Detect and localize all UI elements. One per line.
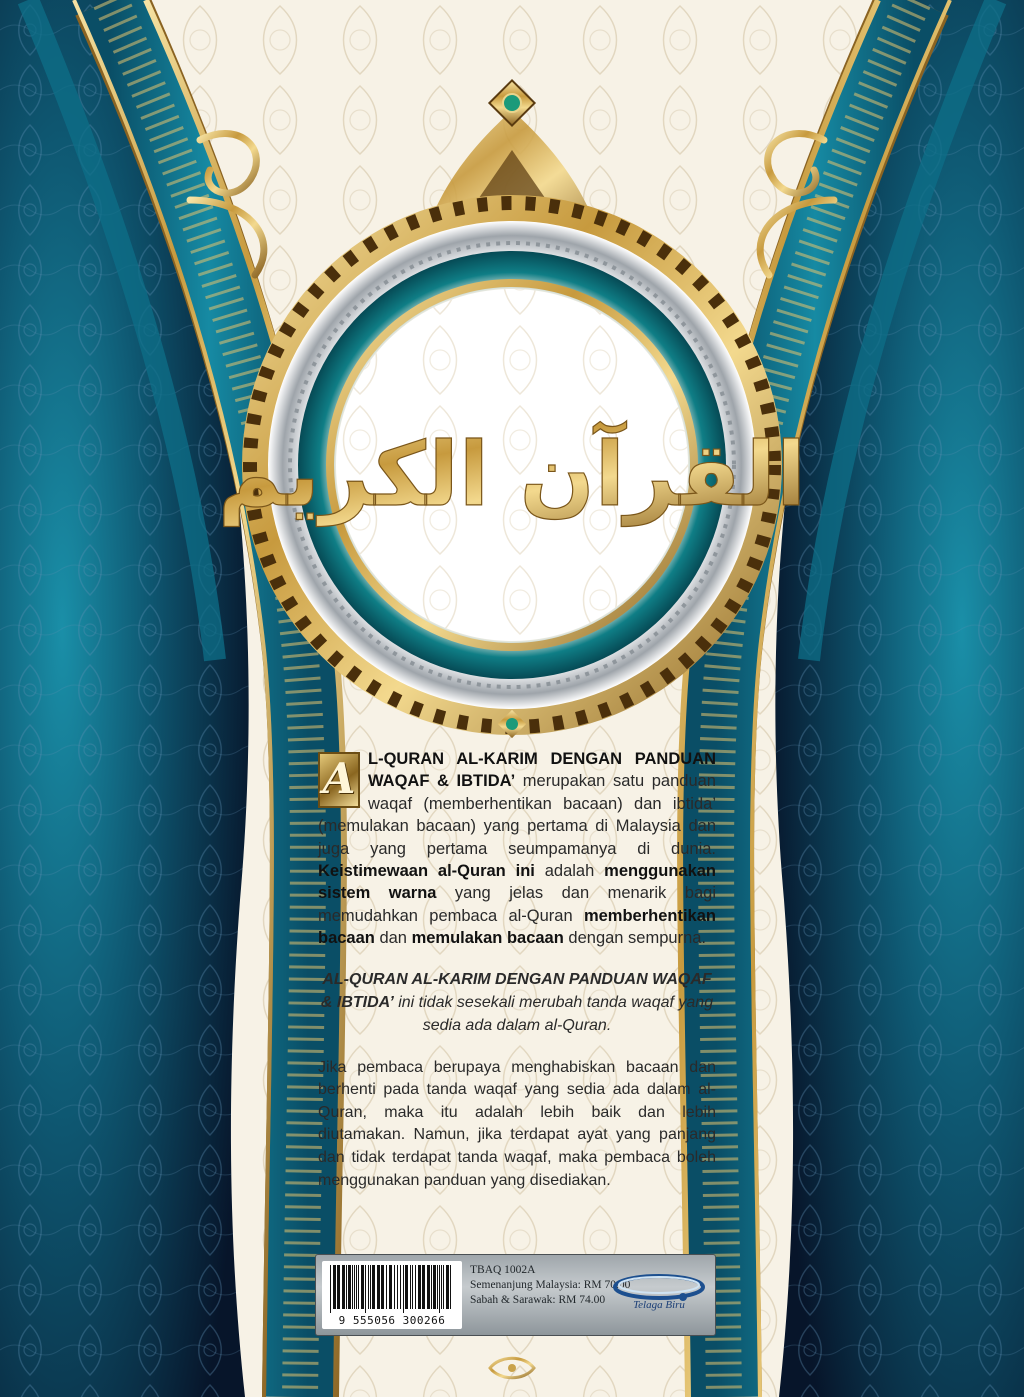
- barcode: [322, 1261, 462, 1329]
- publisher-swoosh-icon: [611, 1267, 707, 1301]
- publisher-name: Telaga Biru: [633, 1299, 685, 1311]
- note-paragraph: AL-QURAN AL-KARIM DENGAN PANDUAN WAQAF & IBTIDA’ ini tidak sesekali merubah tanda waqaf yang sedia ada dalam al-Quran.: [320, 970, 714, 1034]
- price-peninsular: Semenanjung Malaysia: RM 70.00: [470, 1279, 631, 1291]
- description-panel: [318, 748, 716, 1192]
- barcode-bars: [328, 1265, 456, 1313]
- publisher-logo: [611, 1267, 707, 1323]
- barcode-number: 9 555056 300266: [338, 1314, 446, 1327]
- price-sabah-sarawak: Sabah & Sarawak: RM 74.00: [470, 1294, 606, 1306]
- label-info: [470, 1263, 630, 1308]
- drop-cap: A: [318, 752, 360, 808]
- price-label: [315, 1254, 716, 1336]
- guidance-paragraph: Jika pembaca berupaya menghabiskan bacaan dan berhenti pada tanda waqaf yang sedia ada dalam al-Quran, maka itu adalah lebih baik dan lebih diutamakan. Namun, jika terdapat ayat yang panjang dan tidak terdapat tanda waqaf, maka pembaca boleh menggunakan panduan yang disediakan.: [318, 1058, 716, 1189]
- product-code: TBAQ 1002A: [470, 1264, 536, 1276]
- calligraphy-title: القرآن الكريم: [217, 423, 807, 526]
- intro-paragraph: A L-QURAN AL-KARIM DENGAN PANDUAN WAQAF & IBTIDA’ merupakan satu panduan waqaf (memberhentikan bacaan) dan ibtida’ (memulakan bacaan) yang pertama di Malaysia dan juga yang pertama seumpamanya di dunia. Keistimewaan al-Quran ini adalah menggunakan sistem warna yang jelas dan menarik bagi memudahkan pembaca al-Quran memberhentikan bacaan dan memulakan bacaan dengan sempurna.: [318, 750, 717, 948]
